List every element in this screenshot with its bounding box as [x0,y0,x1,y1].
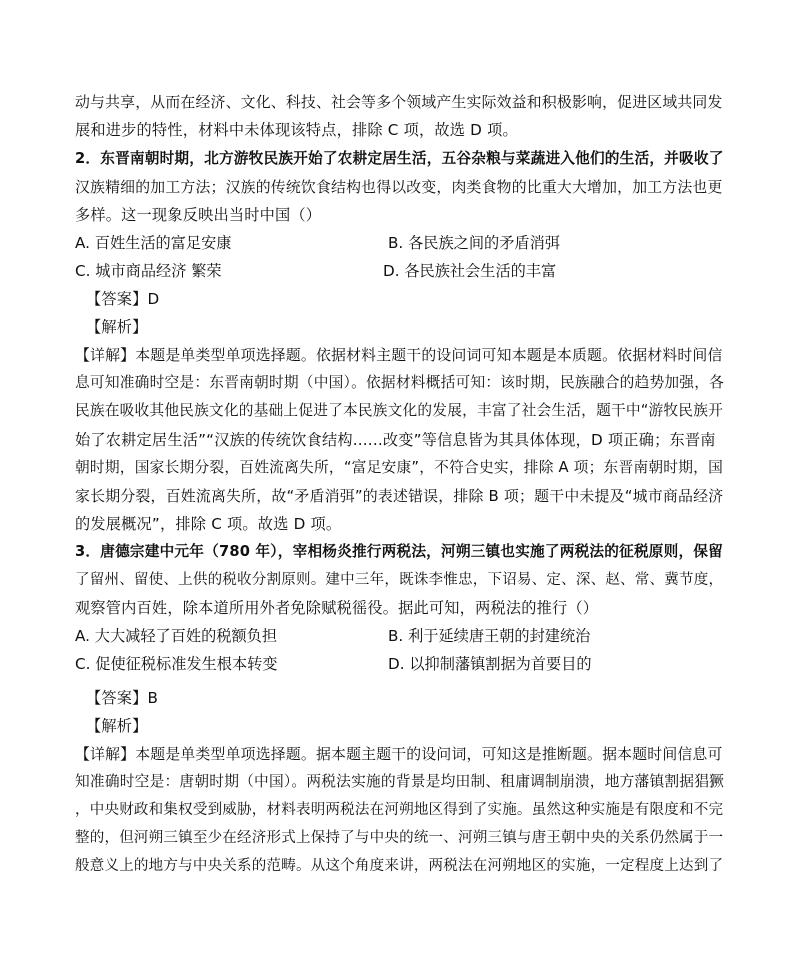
text-line: 整的，但河朔三镇至少在经济形式上保持了与中央的统一、河朔三镇与唐王朝中央的关系仍然属于一 [75,830,724,846]
text-line: 始了农耕定居生活”“汉族的传统饮食结构......改变”等信息皆为其具体体现，D 项正确；东晋南 [75,431,716,449]
text-line: 【详解】本题是单类型单项选择题。据本题主题干的设问词，可知这是推断题。据本题时间信息可 [75,745,723,763]
question-3-stem: 3．唐德宗建中元年（780 年），宰相杨炎推行两税法，河朔三镇也实施了两税法的征税原则，保留 [75,543,723,560]
q3-option-b: B. 利于延续唐王朝的封建统治 [388,627,591,645]
text-line: 般意义上的地方与中央关系的范畴。从这个角度来讲，两税法在河朔地区的实施，一定程度上达到了 [75,858,724,874]
text-line: 观察管内百姓，除本道所用外者免除赋税徭役。据此可知，两税法的推行（） [75,599,599,617]
text-line: 动与共享，从而在经济、文化、科技、社会等多个领域产生实际效益和积极影响，促进区域共同发 [75,93,723,111]
text-line: 朝时期，国家长期分裂，百姓流离失所，“富足安康”，不符合史实，排除 A 项；东晋南朝时期，国 [75,459,724,476]
q2-option-c: C. 城市商品经济 繁荣 [75,262,222,280]
q2-option-a: A. 百姓生活的富足安康 [75,234,232,252]
q2-analysis-heading: 【解析】 [86,318,148,336]
text-line: 民族在吸收其他民族文化的基础上促进了本民族文化的发展，丰富了社会生活，题干中“游牧民族开 [75,402,723,419]
q3-analysis-heading: 【解析】 [86,717,148,735]
text-line: 【详解】本题是单类型单项选择题。依据材料主题干的设问词可知本题是本质题。依据材料时间信 [75,346,723,364]
text-line: 家长期分裂，百姓流离失所，故“矛盾消弭”的表述错误，排除 B 项；题干中未提及“城市商品经济 [75,487,724,505]
q2-option-d: D. 各民族社会生活的丰富 [383,262,557,280]
q3-answer: 【答案】B [86,689,159,707]
text-line: 了留州、留使、上供的税收分割原则。建中三年，既诛李惟忠，下诏易、定、深、赵、常、冀节度， [75,572,724,588]
text-line: 息可知准确时空是：东晋南朝时期（中国）。依据材料概括可知：该时期，民族融合的趋势加强，各 [75,374,725,391]
text-line: 汉族精细的加工方法；汉族的传统饮食结构也得以改变，肉类食物的比重大大增加，加工方法也更 [75,178,723,196]
text-line: 展和进步的特性，材料中未体现该特点，排除 C 项，故选 D 项。 [75,121,518,139]
text-line: ，中央财政和集权受到威胁，材料表明两税法在河朔地区得到了实施。虽然这种实施是有限度和不完 [75,802,724,818]
q3-option-d: D. 以抑制藩镇割据为首要目的 [388,655,592,673]
text-line: 知准确时空是：唐朝时期（中国）。两税法实施的背景是均田制、租庸调制崩溃，地方藩镇割据猖獗 [75,773,725,790]
question-2-stem: 2．东晋南朝时期，北方游牧民族开始了农耕定居生活，五谷杂粮与菜蔬进入他们的生活，并吸收了 [75,150,724,167]
q2-option-b: B. 各民族之间的矛盾消弭 [388,234,560,252]
text-line: 多样。这一现象反映出当时中国（） [75,206,322,224]
q3-option-c: C. 促使征税标准发生根本转变 [75,655,278,673]
q2-answer: 【答案】D [86,290,160,308]
text-line: 的发展概况”，排除 C 项。故选 D 项。 [75,515,342,533]
q3-option-a: A. 大大减轻了百姓的税额负担 [75,627,278,645]
